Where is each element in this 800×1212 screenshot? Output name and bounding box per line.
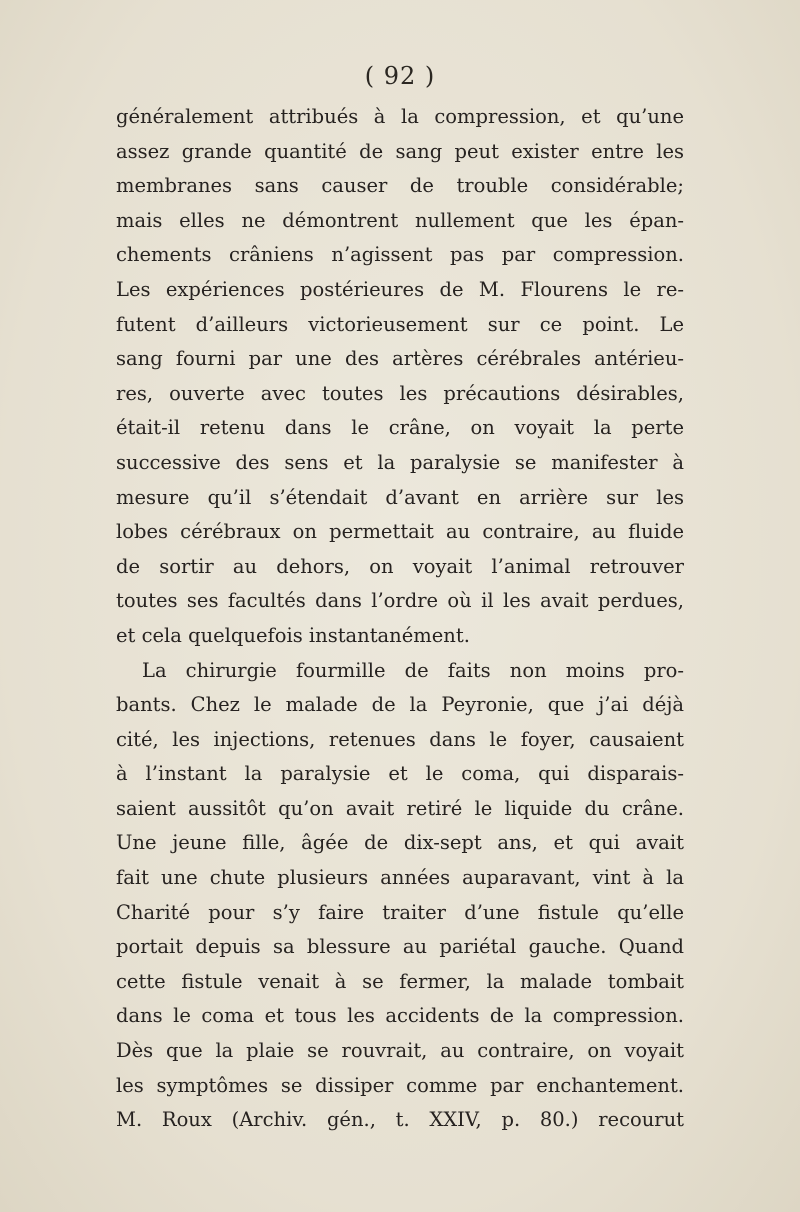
text-line-16: et cela quelquefois instantanément. (116, 623, 470, 647)
text-line-2: assez grande quantité de sang peut exister entre les (116, 139, 684, 163)
text-line-6: Les expériences postérieures de M. Flourens le re- (116, 277, 684, 301)
text-line-1: généralement attribués à la compression, et qu’une (116, 105, 684, 128)
text-line-28: Dès que la plaie se rouvrait, au contraire, on voyait (116, 1039, 684, 1063)
text-line-25: portait depuis sa blessure au pariétal gauche. Quand (116, 935, 684, 959)
text-line-21: saient aussitôt qu’on avait retiré le liquide du crâne. (116, 796, 684, 820)
text-line-24: Charité pour s’y faire traiter d’une fistule qu’elle (116, 900, 684, 924)
text-line-15: toutes ses facultés dans l’ordre où il les avait perdues, (116, 589, 684, 613)
text-line-20: à l’instant la paralysie et le coma, qui disparais- (116, 762, 684, 786)
page-number: ( 92 ) (364, 62, 436, 90)
text-line-7: futent d’ailleurs victorieusement sur ce point. Le (116, 312, 684, 336)
text-line-26: cette fistule venait à se fermer, la malade tombait (116, 969, 684, 993)
text-line-12: mesure qu’il s’étendait d’avant en arrière sur les (116, 485, 684, 509)
text-line-30: M. Roux (Archiv. gén., t. XXIV, p. 80.) recourut (116, 1108, 684, 1132)
text-line-14: de sortir au dehors, on voyait l’animal retrouver (116, 554, 684, 578)
body-text (116, 100, 684, 1138)
text-line-22: Une jeune fille, âgée de dix-sept ans, et qui avait (116, 831, 684, 855)
text-line-4: mais elles ne démontrent nullement que les épan- (116, 208, 684, 232)
text-line-19: cité, les injections, retenues dans le foyer, causaient (116, 727, 684, 751)
text-line-13: lobes cérébraux on permettait au contraire, au fluide (116, 520, 684, 544)
text-line-18: bants. Chez le malade de la Peyronie, que j’ai déjà (116, 693, 684, 717)
text-line-8: sang fourni par une des artères cérébrales antérieu- (116, 347, 684, 371)
text-line-23: fait une chute plusieurs années auparavant, vint à la (116, 866, 684, 890)
text-line-27: dans le coma et tous les accidents de la compression. (116, 1004, 684, 1028)
text-line-9: res, ouverte avec toutes les précautions désirables, (116, 381, 684, 405)
text-line-17: La chirurgie fourmille de faits non moins pro- (142, 658, 684, 682)
text-line-5: chements crâniens n’agissent pas par compression. (116, 243, 684, 267)
text-line-29: les symptômes se dissiper comme par enchantement. (116, 1073, 684, 1097)
text-line-3: membranes sans causer de trouble considérable; (116, 174, 684, 198)
text-line-11: successive des sens et la paralysie se manifester à (116, 450, 684, 474)
text-line-10: était-il retenu dans le crâne, on voyait la perte (116, 416, 684, 440)
